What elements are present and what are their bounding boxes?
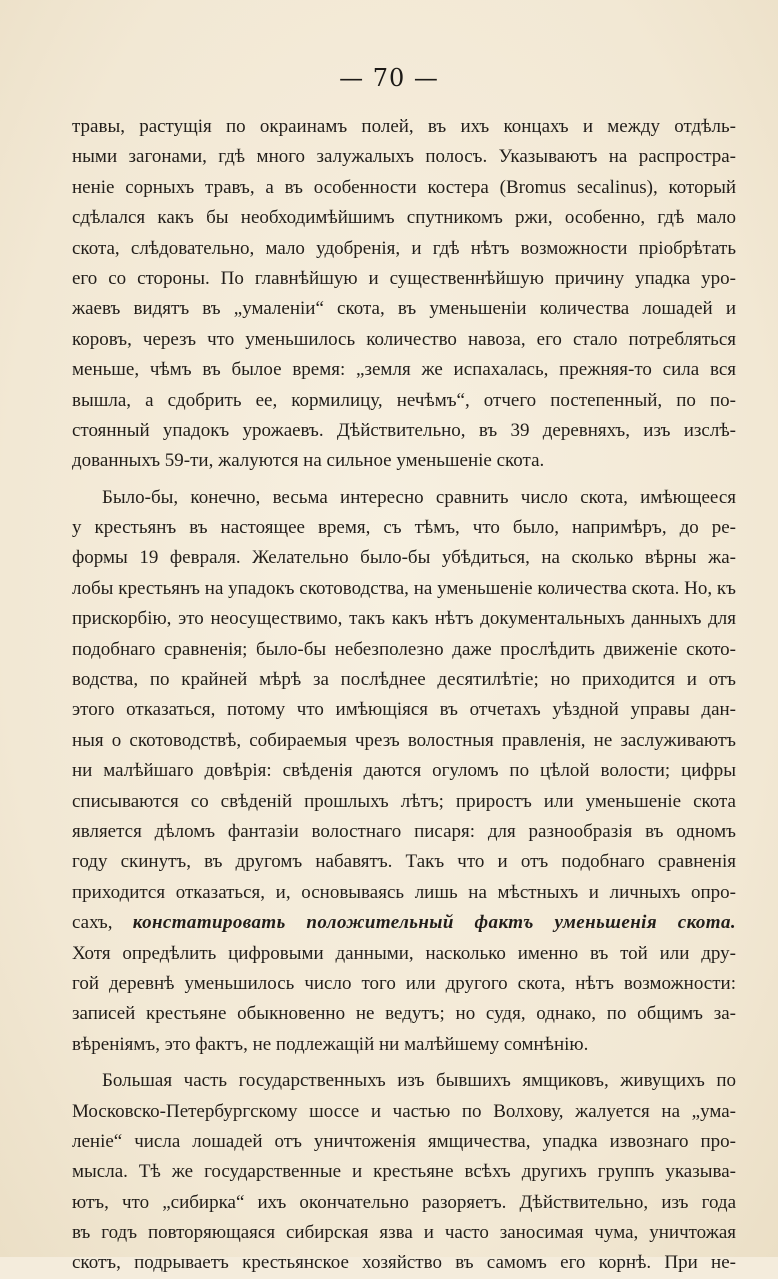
emphasized-phrase: констатировать положительный фактъ уменьшенія скота. [132, 912, 736, 934]
page-number: — 70 — [339, 64, 439, 92]
text-line: меньше, чѣмъ въ былое время: „земля же испахалась, прежняя-то сила вся [72, 359, 736, 381]
text-line: является дѣломъ фантазіи волостнаго писаря: для разнообразія въ одномъ [72, 820, 736, 842]
text-line: скотъ, подрываетъ крестьянское хозяйство въ самомъ его корнѣ. При не- [72, 1252, 736, 1274]
text-line: ни малѣйшаго довѣрія: свѣденія даются огуломъ по цѣлой волости; цифры [72, 760, 736, 782]
text-line: въ годъ повторяющаяся сибирская язва и часто заносимая чума, уничтожая [72, 1222, 736, 1244]
text-line: коровъ, черезъ что уменьшилось количество навоза, его стало потребляться [72, 328, 736, 350]
text-line: записей крестьяне обыкновенно не ведутъ; но судя, однако, по общимъ за- [72, 1003, 736, 1025]
text-line: скота, слѣдовательно, мало удобренія, и гдѣ нѣтъ возможности пріобрѣтать [72, 237, 736, 259]
paragraph-2 [72, 483, 736, 1060]
text-line: вѣреніямъ, это фактъ, не подлежащій ни малѣйшему сомнѣнію. [72, 1033, 589, 1055]
body-text [72, 112, 736, 1279]
text-line: леніе“ числа лошадей отъ уничтоженія ямщичества, упадка извознаго про- [72, 1130, 736, 1152]
text-line: лобы крестьянъ на упадокъ скотоводства, на уменьшеніе количества скота. Но, къ [72, 577, 736, 599]
text-line: ными загонами, гдѣ много залужалыхъ полосъ. Указываютъ на распростра- [72, 146, 736, 168]
text-line: гой деревнѣ уменьшилось число того или другого скота, нѣтъ возможности: [72, 972, 736, 994]
text-line: Большая часть государственныхъ изъ бывшихъ ямщиковъ, живущихъ по [102, 1070, 736, 1092]
text-line: Московско-Петербургскому шоссе и частью по Волхову, жалуется на „ума- [72, 1100, 736, 1122]
text-line: вышла, а сдобрить ее, кормилицу, нечѣмъ“, отчего постепенный, по по- [72, 389, 736, 411]
text-line: подобнаго сравненія; было-бы небезполезно даже прослѣдить движеніе ското- [72, 638, 736, 660]
text-line: ютъ, что „сибирка“ ихъ окончательно разоряетъ. Дѣйствительно, изъ года [72, 1191, 736, 1213]
text-line: формы 19 февраля. Желательно было-бы убѣдиться, на сколько вѣрны жа- [72, 547, 736, 569]
emphasis-prefix: сахъ, [72, 912, 113, 934]
text-line: водства, по крайней мѣрѣ за послѣднее десятилѣтіе; но приходится и отъ [72, 669, 736, 691]
text-line: приходится отказаться, и, основываясь лишь на мѣстныхъ и личныхъ опро- [72, 881, 736, 903]
emphasis-line [72, 908, 736, 938]
text-line: его со стороны. По главнѣйшую и существеннѣйшую причину упадка уро- [72, 267, 736, 289]
text-line: сдѣлался какъ бы необходимѣйшимъ спутникомъ ржи, особенно, гдѣ мало [72, 207, 736, 229]
text-line: Было-бы, конечно, весьма интересно сравнить число скота, имѣющееся [102, 486, 736, 508]
text-line: прискорбію, это неосуществимо, такъ какъ нѣтъ документальныхъ данныхъ для [72, 608, 736, 630]
text-line: году скинутъ, въ другомъ набавятъ. Такъ что и отъ подобнаго сравненія [72, 851, 736, 873]
text-line: у крестьянъ въ настоящее время, съ тѣмъ, что было, напримѣръ, до ре- [72, 517, 736, 539]
text-line: этого отказаться, потому что имѣющіяся въ отчетахъ уѣздной управы дан- [72, 699, 736, 721]
text-line: стоянный упадокъ урожаевъ. Дѣйствительно, въ 39 деревняхъ, изъ изслѣ- [72, 419, 736, 441]
text-line: Хотя опредѣлить цифровыми данными, насколько именно въ той или дру- [72, 942, 736, 964]
text-line: жаевъ видятъ въ „умаленіи“ скота, въ уменьшеніи количества лошадей и [72, 298, 736, 320]
paragraph-3 [72, 1066, 736, 1279]
text-line: ныя о скотоводствѣ, собираемыя чрезъ волостныя правленія, не заслуживаютъ [72, 729, 736, 751]
text-line: списываются со свѣденій прошлыхъ лѣтъ; приростъ или уменьшеніе скота [72, 790, 736, 812]
text-line: мысла. Тѣ же государственные и крестьяне всѣхъ другихъ группъ указыва- [72, 1161, 736, 1183]
text-line: травы, растущія по окраинамъ полей, въ ихъ концахъ и между отдѣль- [72, 116, 736, 137]
paragraph-1 [72, 112, 736, 477]
text-line: неніе сорныхъ травъ, а въ особенности костера (Bromus secalinus), который [72, 176, 736, 198]
text-line: дованныхъ 59-ти, жалуются на сильное уменьшеніе скота. [72, 450, 545, 472]
